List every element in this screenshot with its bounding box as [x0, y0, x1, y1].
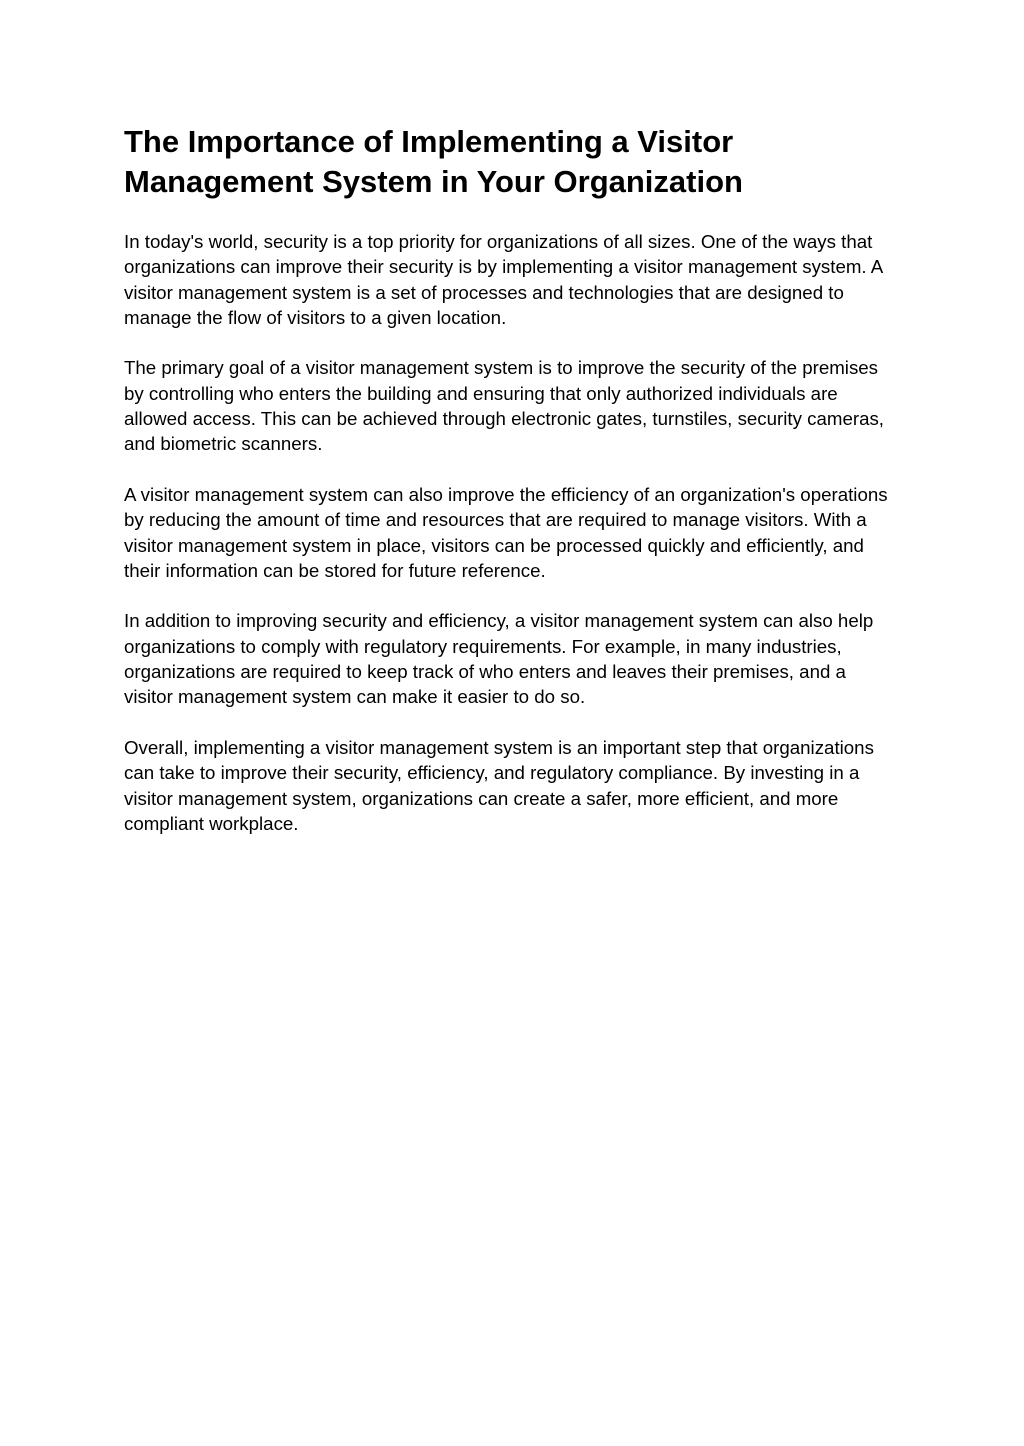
paragraph: In addition to improving security and efficiency, a visitor management system can also help organizations to comply with regulatory requirements. For example, in many industries, organizations are required to keep track of who enters and leaves their premises, and a visitor management system can make it easier to do so.: [124, 610, 874, 708]
paragraph: A visitor management system can also improve the efficiency of an organization's operations by reducing the amount of time and resources that are required to manage visitors. With a visitor management system in place, visitors can be processed quickly and efficiently, and their information can be stored for future reference.: [124, 483, 888, 581]
paragraph: The primary goal of a visitor management system is to improve the security of the premises by controlling who enters the building and ensuring that only authorized individuals are allowed access. This can be achieved through electronic gates, turnstiles, security cameras, and biometric scanners.: [124, 357, 884, 455]
document-content: [124, 122, 896, 861]
paragraph: In today's world, security is a top priority for organizations of all sizes. One of the ways that organizations can improve their security is by implementing a visitor management system. A visitor management system is a set of processes and technologies that are designed to manage the flow of visitors to a given location.: [124, 231, 883, 328]
paragraph: Overall, implementing a visitor management system is an important step that organizations can take to improve their security, efficiency, and regulatory compliance. By investing in a visitor management system, organizations can create a safer, more efficient, and more compliant workplace.: [124, 736, 874, 834]
document-title: The Importance of Implementing a Visitor Management System in Your Organization: [124, 124, 743, 199]
